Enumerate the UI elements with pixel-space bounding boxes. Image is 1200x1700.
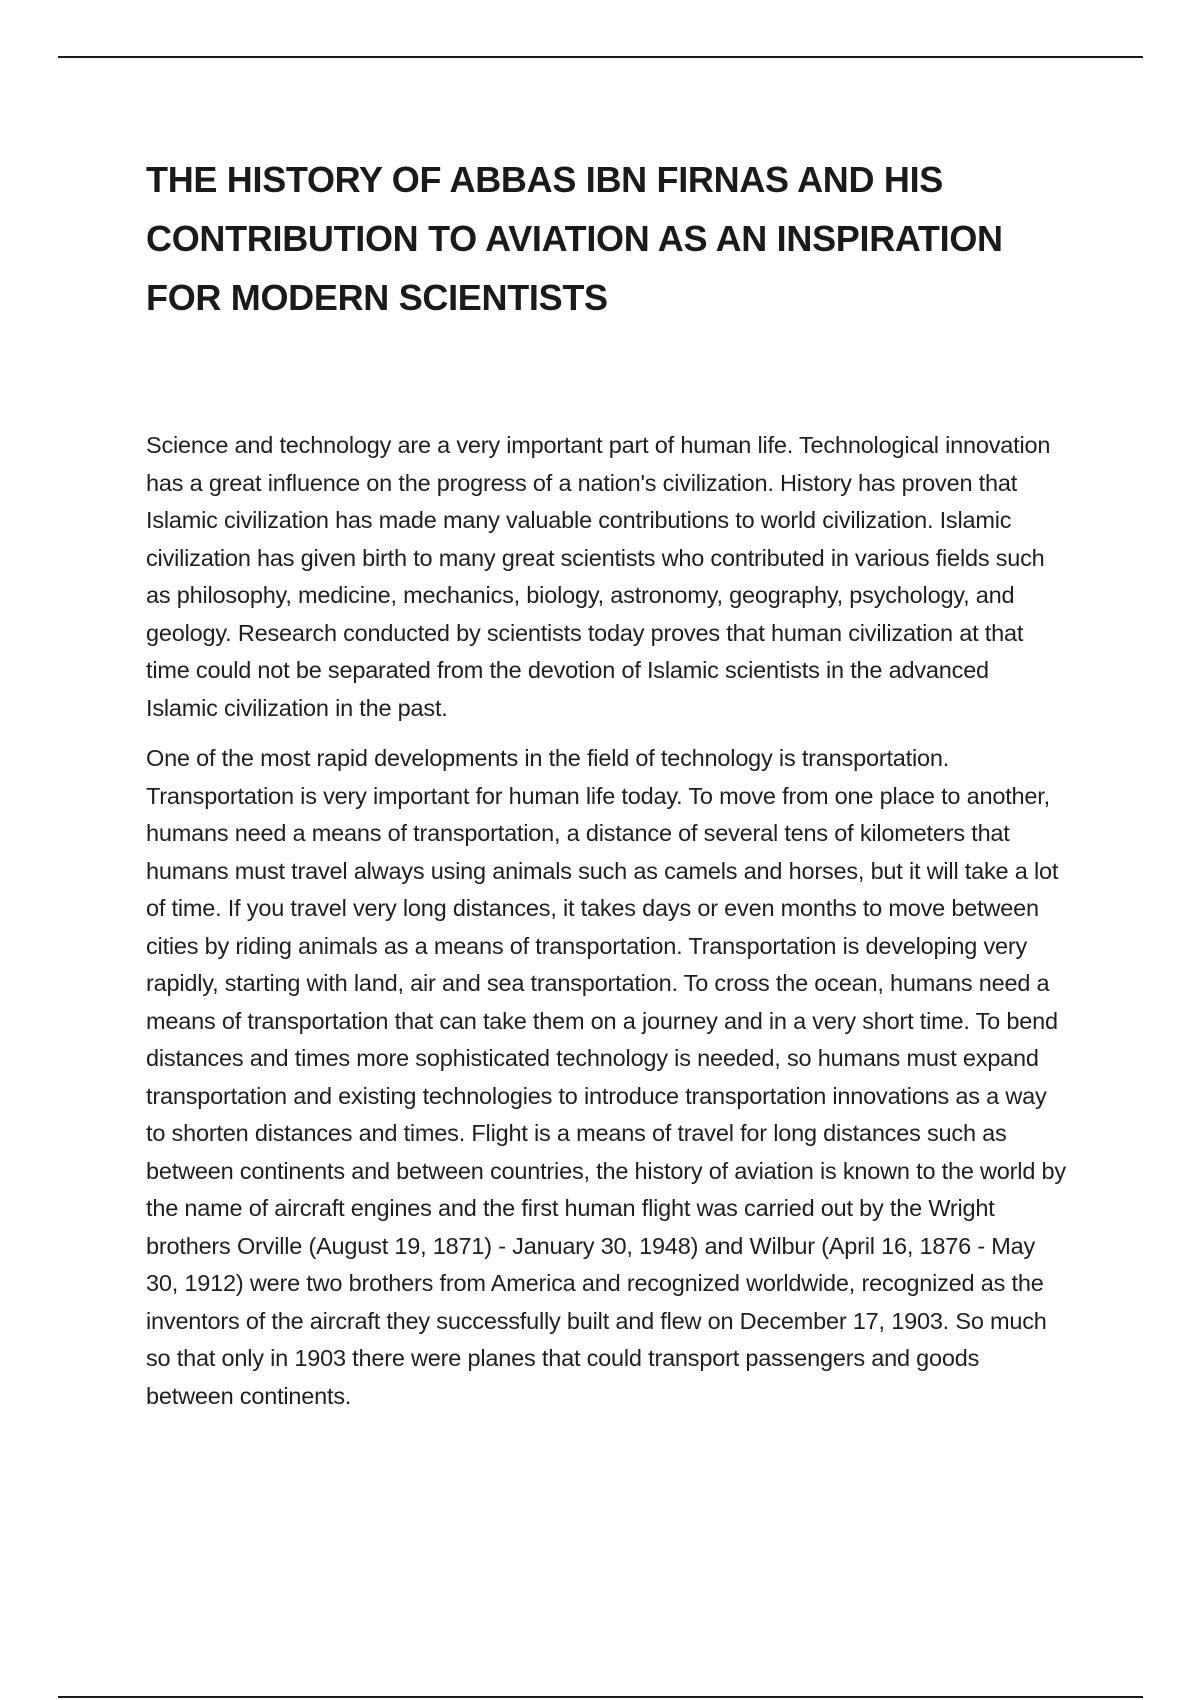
top-divider xyxy=(58,56,1143,58)
document-title: THE HISTORY OF ABBAS IBN FIRNAS AND HIS CONTRIBUTION TO AVIATION AS AN INSPIRATION FOR MODERN SCIENTISTS xyxy=(146,159,1003,318)
bottom-divider xyxy=(58,1696,1143,1698)
document-content xyxy=(146,150,1066,1428)
document-body xyxy=(146,427,1066,1415)
paragraph-intro: Science and technology are a very important part of human life. Technological innovation has a great influence on the progress of a nation's civilization. History has proven that Islamic civilization has made many valuable contributions to world civilization. Islamic civilization has given birth to many great scientists who contributed in various fields such as philosophy, medicine, mechanics, biology, astronomy, geography, psychology, and geology. Research conducted by scientists today proves that human civilization at that time could not be separated from the devotion of Islamic scientists in the advanced Islamic civilization in the past. xyxy=(146,432,1051,721)
paragraph-transportation: One of the most rapid developments in the field of technology is transportation. Transportation is very important for human life today. To move from one place to another, humans need a means of transportation, a distance of several tens of kilometers that humans must travel always using animals such as camels and horses, but it will take a lot of time. If you travel very long distances, it takes days or even months to move between cities by riding animals as a means of transportation. Transportation is developing very rapidly, starting with land, air and sea transportation. To cross the ocean, humans need a means of transportation that can take them on a journey and in a very short time. To bend distances and times more sophisticated technology is needed, so humans must expand transportation and existing technologies to introduce transportation innovations as a way to shorten distances and times. Flight is a means of travel for long distances such as between continents and between countries, the history of aviation is known to the world by the name of aircraft engines and the first human flight was carried out by the Wright brothers Orville (August 19, 1871) - January 30, 1948) and Wilbur (April 16, 1876 - May 30, 1912) were two brothers from America and recognized worldwide, recognized as the inventors of the aircraft they successfully built and flew on December 17, 1903. So much so that only in 1903 there were planes that could transport passengers and goods between continents. xyxy=(146,745,1066,1409)
